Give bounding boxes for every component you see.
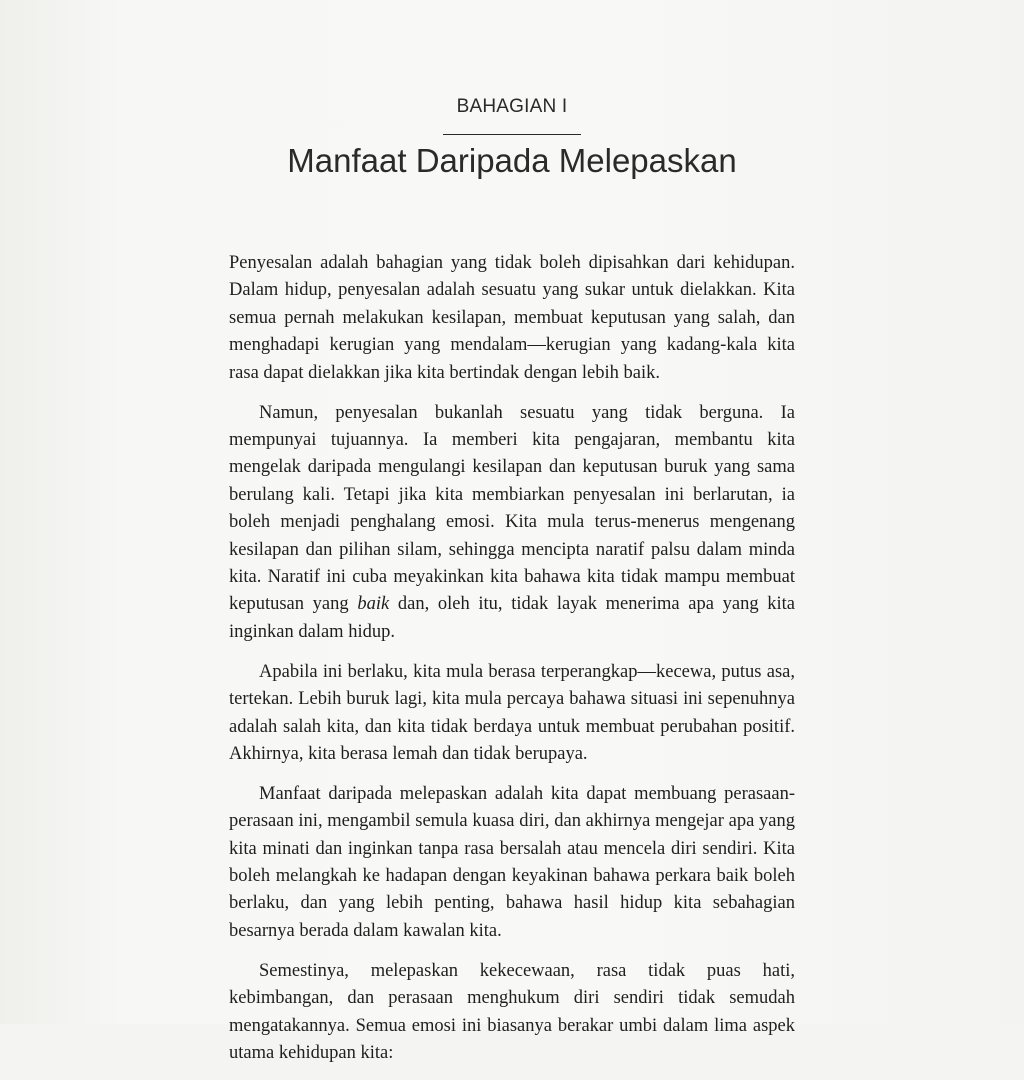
paragraph: Manfaat daripada melepaskan adalah kita dapat membuang perasaan-perasaan ini, mengambil semula kuasa diri, dan akhirnya mengejar apa yang kita minati dan inginkan tanpa rasa bersalah atau mencela diri sendiri. Kita boleh melangkah ke hadapan dengan keyakinan bahawa perkara baik boleh berlaku, dan yang lebih penting, bahawa hasil hidup kita sebahagian besarnya berada dalam kawalan kita. <box>229 783 795 941</box>
body-text <box>229 250 795 1080</box>
paragraph: Penyesalan adalah bahagian yang tidak boleh dipisahkan dari kehidupan. Dalam hidup, penyesalan adalah sesuatu yang sukar untuk dielakkan. Kita semua pernah melakukan kesilapan, membuat keputusan yang salah, dan menghadapi kerugian yang mendalam—kerugian yang kadang-kala kita rasa dapat dielakkan jika kita bertindak dengan lebih baik. <box>229 253 795 383</box>
paragraph-text: dan, oleh itu, tidak layak menerima apa yang kita inginkan dalam hidup. <box>229 594 795 642</box>
paragraph-text: Namun, penyesalan bukanlah sesuatu yang tidak berguna. Ia mempunyai tujuannya. Ia memberi kita pengajaran, membantu kita mengelak daripada mengulangi kesilapan dan keputusan buruk yang sama berulang kali. Tetapi jika kita membiarkan penyesalan ini berlarutan, ia boleh menjadi penghalang emosi. Kita mula terus-menerus mengenang kesilapan dan pilihan silam, sehingga mencipta naratif palsu dalam minda kita. Naratif ini cuba meyakinkan kita bahawa kita tidak mampu membuat keputusan yang <box>229 402 795 615</box>
paragraph: Semestinya, melepaskan kekecewaan, rasa tidak puas hati, kebimbangan, dan perasaan menghukum diri sendiri tidak semudah mengatakannya. Semua emosi ini biasanya berakar umbi dalam lima aspek utama kehidupan kita: <box>229 960 795 1063</box>
title-divider <box>443 134 581 135</box>
section-label: BAHAGIAN I <box>456 96 568 117</box>
chapter-title: Manfaat Daripada Melepaskan <box>287 142 737 179</box>
paragraph <box>229 400 795 647</box>
paragraph: Apabila ini berlaku, kita mula berasa terperangkap—kecewa, putus asa, tertekan. Lebih buruk lagi, kita mula percaya bahawa situasi ini sepenuhnya adalah salah kita, dan kita tidak berdaya untuk membuat perubahan positif. Akhirnya, kita berasa lemah dan tidak berupaya. <box>229 661 795 764</box>
emphasis-text: baik <box>357 594 390 615</box>
